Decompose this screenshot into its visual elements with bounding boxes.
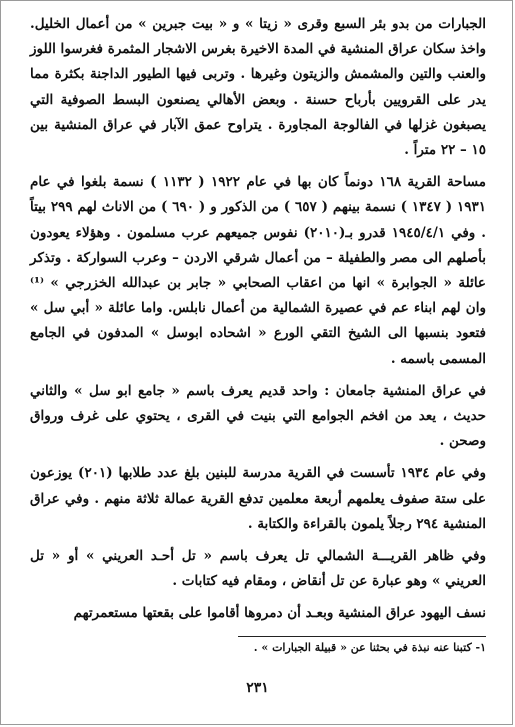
page-body [30, 12, 486, 627]
paragraph-agriculture: الجبارات من بدو بئر السبع وقرى « زيتا » و « بيت جبرين » من أعمال الخليل. واخذ سكان عراق المنشية في المدة الاخيرة بغرس الاشجار المثمرة فغرسوا اللوز والعنب والتين والمشمش والزيتون وغيرها . وتربى فيها الطيور الداجنة بكثرة مما يدر على القرويين بأرباح حسنة . وبعض الأهالي يصنعون البسط الصوفية التي يصبغون غزلها في الفالوجة المجاورة . يتراوح عمق الآبار في عراق المنشية بين ١٥ – ٢٢ متراً . [30, 16, 486, 159]
paragraph-mosques: في عراق المنشية جامعان : واحد قديم يعرف باسم « جامع ابو سل » والثاني حديث ، يعد من افخم الجوامع التي بنيت في القرى ، يحتوي على غرف ورواق وصحن . [30, 382, 486, 450]
paragraph-school: وفي عام ١٩٣٤ تأسست في القرية مدرسة للبنين بلغ عدد طلابها (٢٠١) يوزعون على ستة صفوف يعلمهم أربعة معلمين تدفع القرية عمالة ثلاثة منهم . وفي عراق المنشية ٢٩٤ رجلاً يلمون بالقراءة والكتابة . [30, 465, 486, 532]
paragraph-destruction: نسف اليهود عراق المنشية وبعـد أن دمروها أقاموا على بقعتها مستعمرتهم [73, 605, 486, 622]
page-number: ٢٣١ [246, 680, 269, 696]
footnote: ١- كتبنا عنه نبذة في بحثنا عن « قبيلة الجبارات » . [253, 641, 486, 654]
paragraph-hill: وفي ظاهر القريـــة الشمالي تل يعرف باسم « تل أحـد العريني » أو « تل العريني » وهو عبارة عن تل أنقاض ، ومقام فيه كتابات . [30, 548, 486, 590]
footnote-rule [238, 636, 486, 637]
paragraph-population: مساحة القرية ١٦٨ دونماً كان بها في عام ١٩٢٢ ( ١١٣٢ ) نسمة بلغوا في عام ١٩٣١ ( ١٣٤٧ ) نسمة بينهم ( ٦٥٧ ) من الذكور و ( ٦٩٠ ) من الاناث لهم ٢٩٩ بيتاً . وفي ١٩٤٥/٤/١ قدرو بـ(٢٠١٠) نفوس جميعهم عرب مسلمون . وهؤلاء يعودون بأصلهم الى مصر والطفيلة – من أعمال شرقي الاردن – وعرب السواركة . وتذكر عائلة « الجوابرة » انها من اعقاب الصحابي « جابر بن عبدالله الخزرجي » ⁽¹⁾ وان لهم ابناء عم في عصيرة الشمالية من أعمال نابلس. واما عائلة « أبي سل » فتعود بنسبها الى الشيخ التقي الورع « اشحاده ابوسل » المدفون في الجامع المسمى باسمه . [30, 174, 487, 367]
